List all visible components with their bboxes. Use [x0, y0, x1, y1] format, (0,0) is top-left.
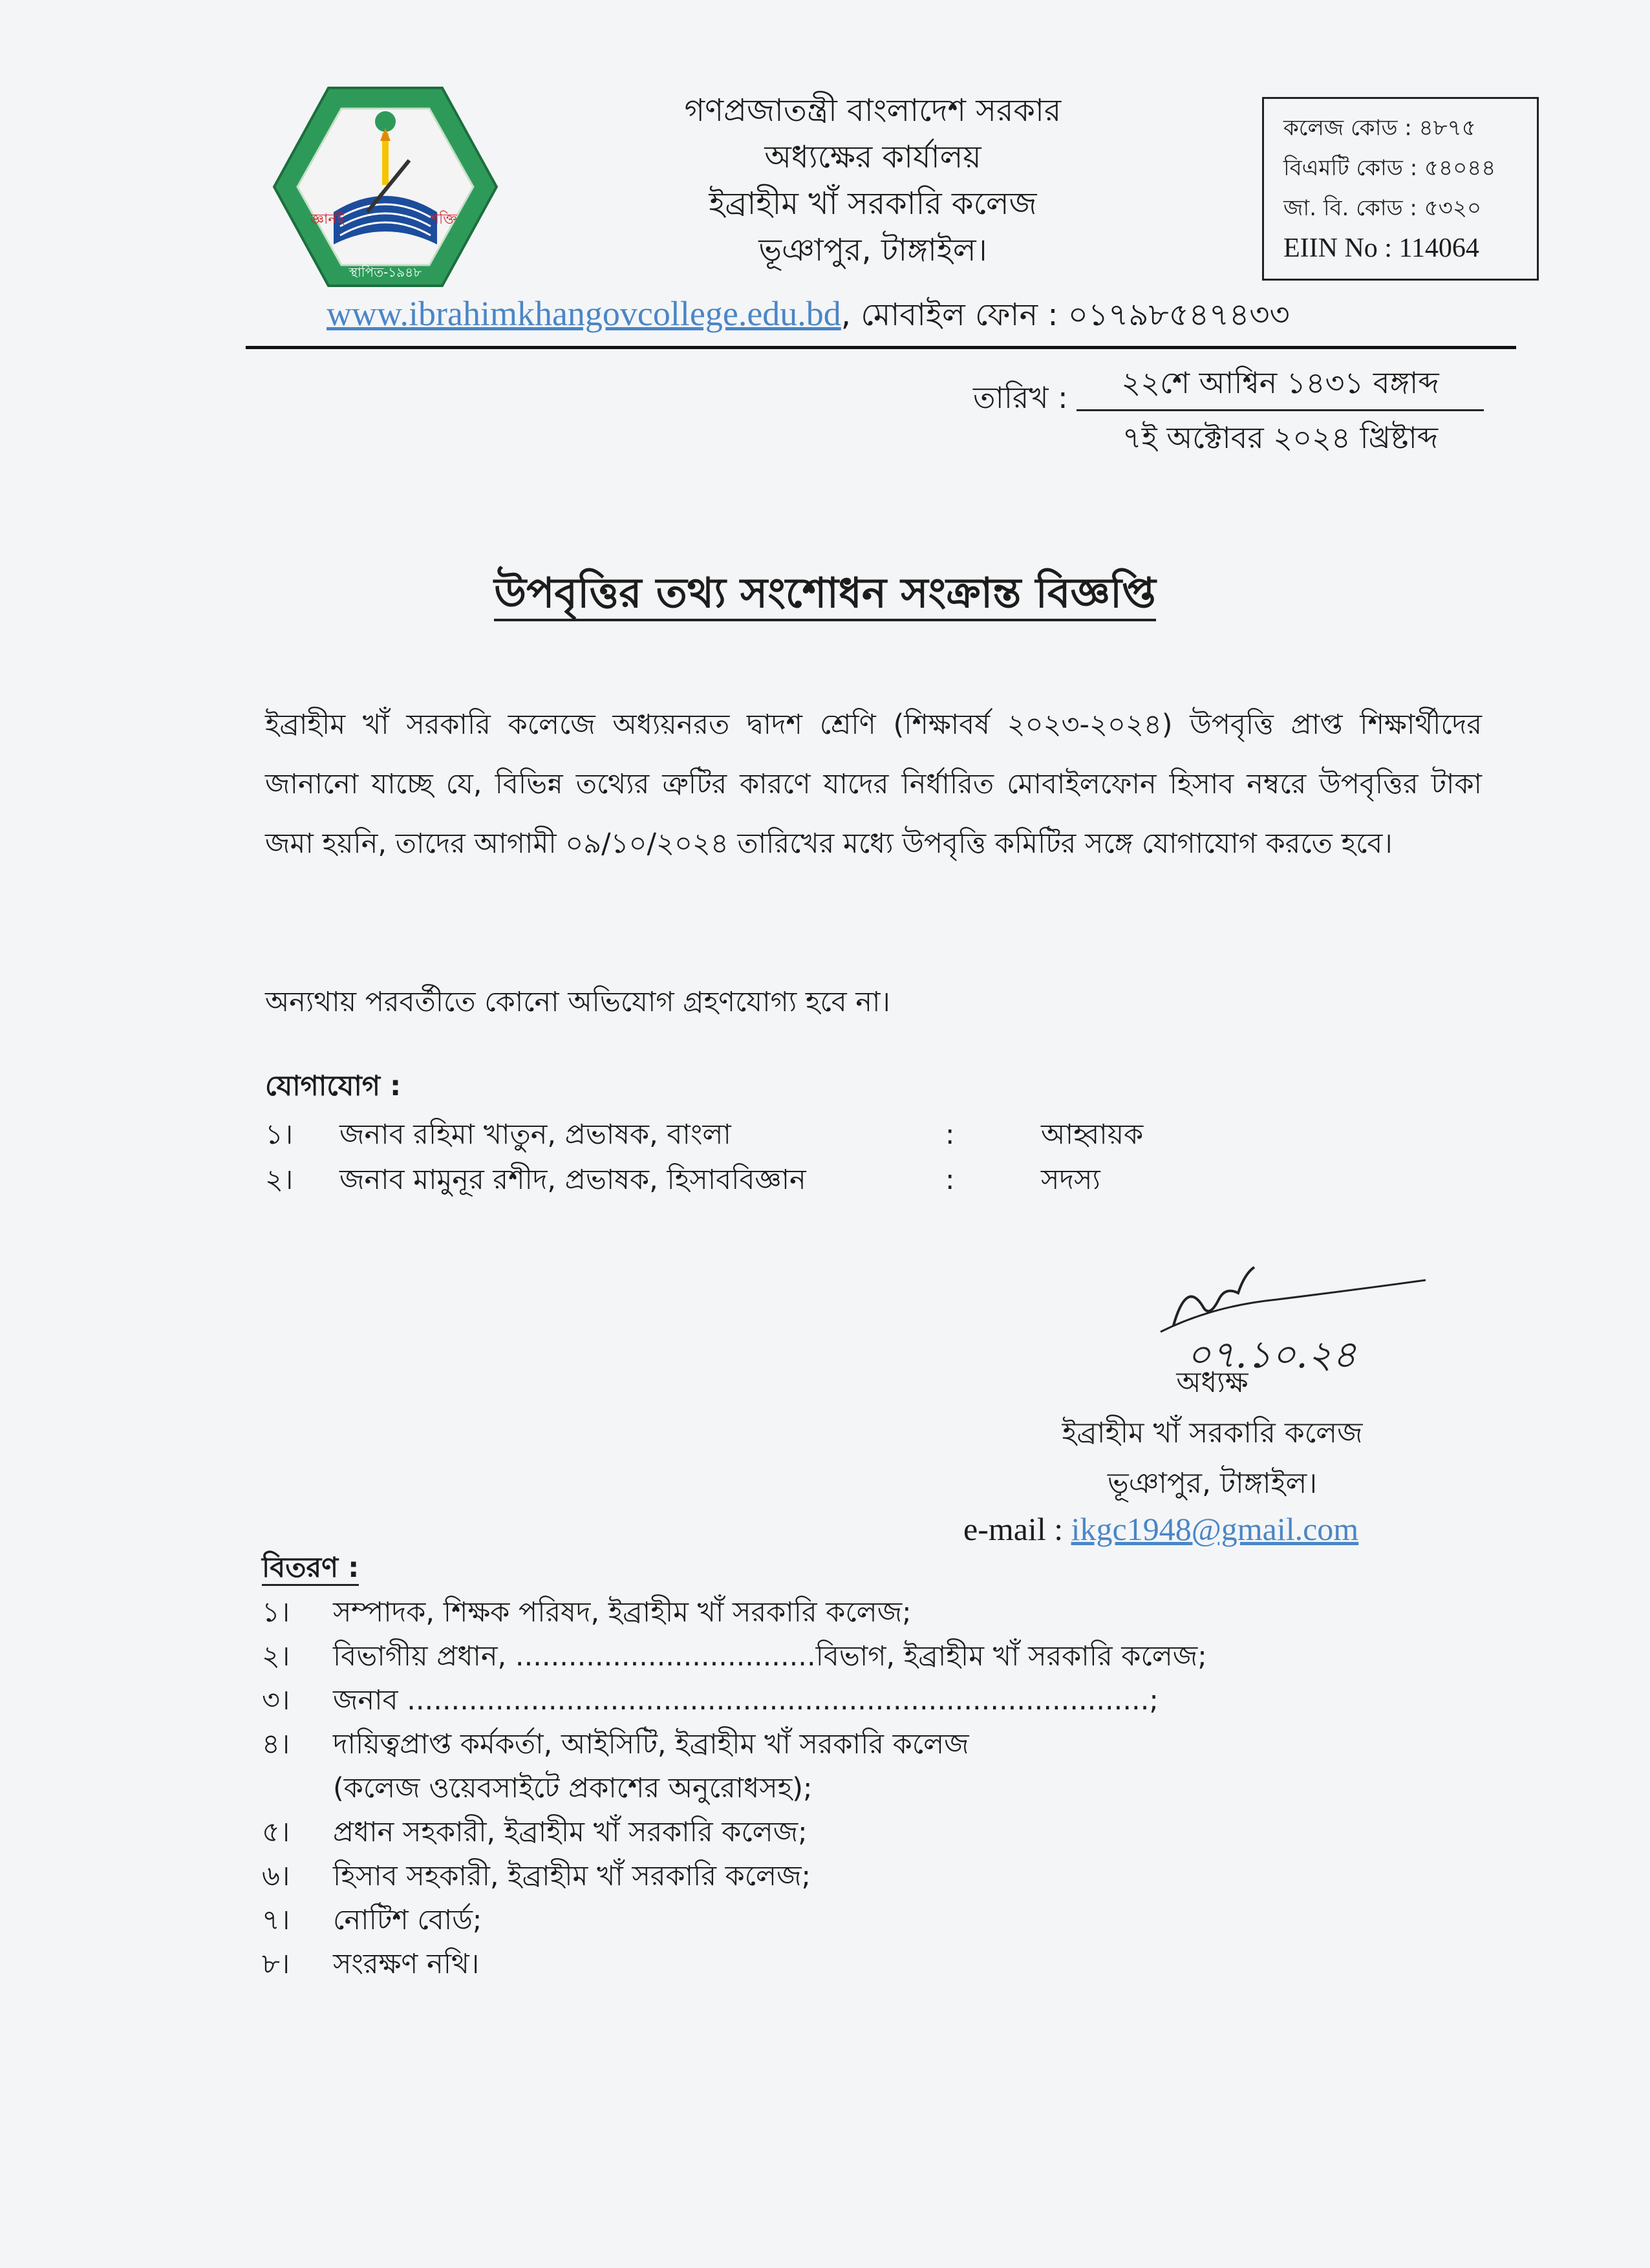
- nu-code: জা. বি. কোড : ৫৩২০: [1283, 195, 1482, 221]
- contact-role: সদস্য: [1041, 1164, 1100, 1196]
- distribution-heading: [262, 1545, 359, 1590]
- notice-title: [246, 561, 1404, 626]
- list-item: [262, 1942, 1490, 1986]
- date-label: তারিখ :: [973, 380, 1068, 415]
- list-item: [262, 1766, 1490, 1810]
- item-number: ৩।: [262, 1684, 290, 1717]
- eiin-number: EIIN No : 114064: [1283, 233, 1479, 263]
- college-seal-icon: [270, 83, 500, 291]
- notice-warning: অন্যথায় পরবর্তীতে কোনো অভিযোগ গ্রহণযোগ্য হবে না।: [265, 986, 890, 1018]
- office-name: অধ্যক্ষের কার্যালয়: [764, 139, 981, 175]
- item-text: প্রধান সহকারী, ইব্রাহীম খাঁ সরকারি কলেজ;: [333, 1816, 808, 1848]
- signatory-location: ভূঞাপুর, টাঙ্গাইল।: [1107, 1467, 1318, 1500]
- item-text: নোটিশ বোর্ড;: [333, 1904, 482, 1936]
- contact-colon: :: [945, 1118, 955, 1151]
- item-number: ৭।: [262, 1904, 290, 1936]
- mobile-phone: , মোবাইল ফোন : ০১৭৯৮৫৪৭৪৩৩: [841, 297, 1290, 333]
- header-divider: [246, 346, 1516, 349]
- contact-number: ১।: [265, 1118, 294, 1151]
- codes-box: [1262, 97, 1539, 281]
- signature-date: ০৭.১০.২৪: [1186, 1332, 1356, 1376]
- list-item: [262, 1810, 1490, 1854]
- contact-heading: যোগাযোগ :: [265, 1070, 402, 1102]
- letterhead: [634, 87, 1112, 273]
- item-number: ২।: [262, 1640, 290, 1673]
- list-item: [262, 1634, 1490, 1678]
- college-name: ইব্রাহীম খাঁ সরকারি কলেজ: [709, 186, 1037, 222]
- website-link[interactable]: www.ibrahimkhangovcollege.edu.bd: [327, 294, 841, 333]
- distribution-heading-text: বিতরণ :: [262, 1552, 359, 1586]
- logo-text-right: শক্তি: [431, 211, 457, 228]
- signatory-designation: অধ্যক্ষ: [1176, 1366, 1248, 1399]
- list-item: [262, 1898, 1490, 1942]
- contact-line: [327, 288, 1290, 341]
- item-text: বিভাগীয় প্রধান, ..................................বিভাগ, ইব্রাহীম খাঁ সরকারি কলেজ;: [333, 1640, 1207, 1673]
- item-text: সম্পাদক, শিক্ষক পরিষদ, ইব্রাহীম খাঁ সরকারি কলেজ;: [333, 1596, 912, 1629]
- item-text: সংরক্ষণ নথি।: [333, 1948, 480, 1980]
- notice-body: ইব্রাহীম খাঁ সরকারি কলেজে অধ্যয়নরত দ্বাদশ শ্রেণি (শিক্ষাবর্ষ ২০২৩-২০২৪) উপবৃত্তি প্রাপ্ত শিক্ষার্থীদের জানানো যাচ্ছে যে, বিভিন্ন তথ্যের ত্রুটির কারণে যাদের নির্ধারিত মোবাইলফোন হিসাব নম্বরে উপবৃত্তির টাকা জমা হয়নি, তাদের আগামী ০৯/১০/২০২৪ তারিখের মধ্যে উপবৃত্তি কমিটির সঙ্গে যোগাযোগ করতে হবে।: [265, 709, 1482, 860]
- item-number: ৪।: [262, 1728, 290, 1760]
- list-item: [262, 1678, 1490, 1722]
- college-location: ভূঞাপুর, টাঙ্গাইল।: [758, 232, 987, 268]
- item-number: ৬।: [262, 1860, 290, 1892]
- contact-number: ২।: [265, 1164, 294, 1196]
- contact-name: জনাব মামুনূর রশীদ, প্রভাষক, হিসাববিজ্ঞান: [339, 1164, 806, 1196]
- item-number: ৫।: [262, 1816, 290, 1848]
- logo-established: স্থাপিত-১৯৪৮: [348, 264, 422, 280]
- email-label: e-mail :: [963, 1511, 1071, 1547]
- contact-role: আহ্বায়ক: [1041, 1118, 1144, 1151]
- list-item: [262, 1854, 1490, 1898]
- item-text: হিসাব সহকারী, ইব্রাহীম খাঁ সরকারি কলেজ;: [333, 1860, 811, 1892]
- date-bangla: ২২শে আশ্বিন ১৪৩১ বঙ্গাব্দ: [1121, 365, 1439, 400]
- email-link[interactable]: ikgc1948@gmail.com: [1071, 1511, 1359, 1547]
- email-line: [963, 1503, 1358, 1555]
- distribution-list: [262, 1590, 1490, 1986]
- logo-text-left: জ্ঞানই: [310, 211, 345, 228]
- list-item: [262, 1722, 1490, 1766]
- date-divider: [1077, 409, 1484, 411]
- date-english: ৭ই অক্টোবর ২০২৪ খ্রিষ্টাব্দ: [1122, 420, 1439, 455]
- item-number: ৮।: [262, 1948, 290, 1980]
- bmt-code: বিএমটি কোড : ৫৪০৪৪: [1283, 155, 1496, 181]
- item-text: জনাব ....................................................................................;: [333, 1684, 1159, 1717]
- signatory-block: [938, 1358, 1487, 1509]
- contact-name: জনাব রহিমা খাতুন, প্রভাষক, বাংলা: [339, 1118, 731, 1151]
- government-name: গণপ্রজাতন্ত্রী বাংলাদেশ সরকার: [684, 92, 1062, 129]
- date-block: [1077, 358, 1484, 463]
- contact-colon: :: [945, 1164, 955, 1196]
- item-number: ১।: [262, 1596, 290, 1629]
- signatory-college: ইব্রাহীম খাঁ সরকারি কলেজ: [1062, 1417, 1363, 1450]
- list-item: [262, 1590, 1490, 1634]
- item-text: দায়িত্বপ্রাপ্ত কর্মকর্তা, আইসিটি, ইব্রাহীম খাঁ সরকারি কলেজ: [333, 1728, 969, 1760]
- college-code: কলেজ কোড : ৪৮৭৫: [1283, 115, 1476, 141]
- item-text: (কলেজ ওয়েবসাইটে প্রকাশের অনুরোধসহ);: [333, 1772, 813, 1804]
- notice-title-text: উপবৃত্তির তথ্য সংশোধন সংক্রান্ত বিজ্ঞপ্তি: [494, 570, 1156, 621]
